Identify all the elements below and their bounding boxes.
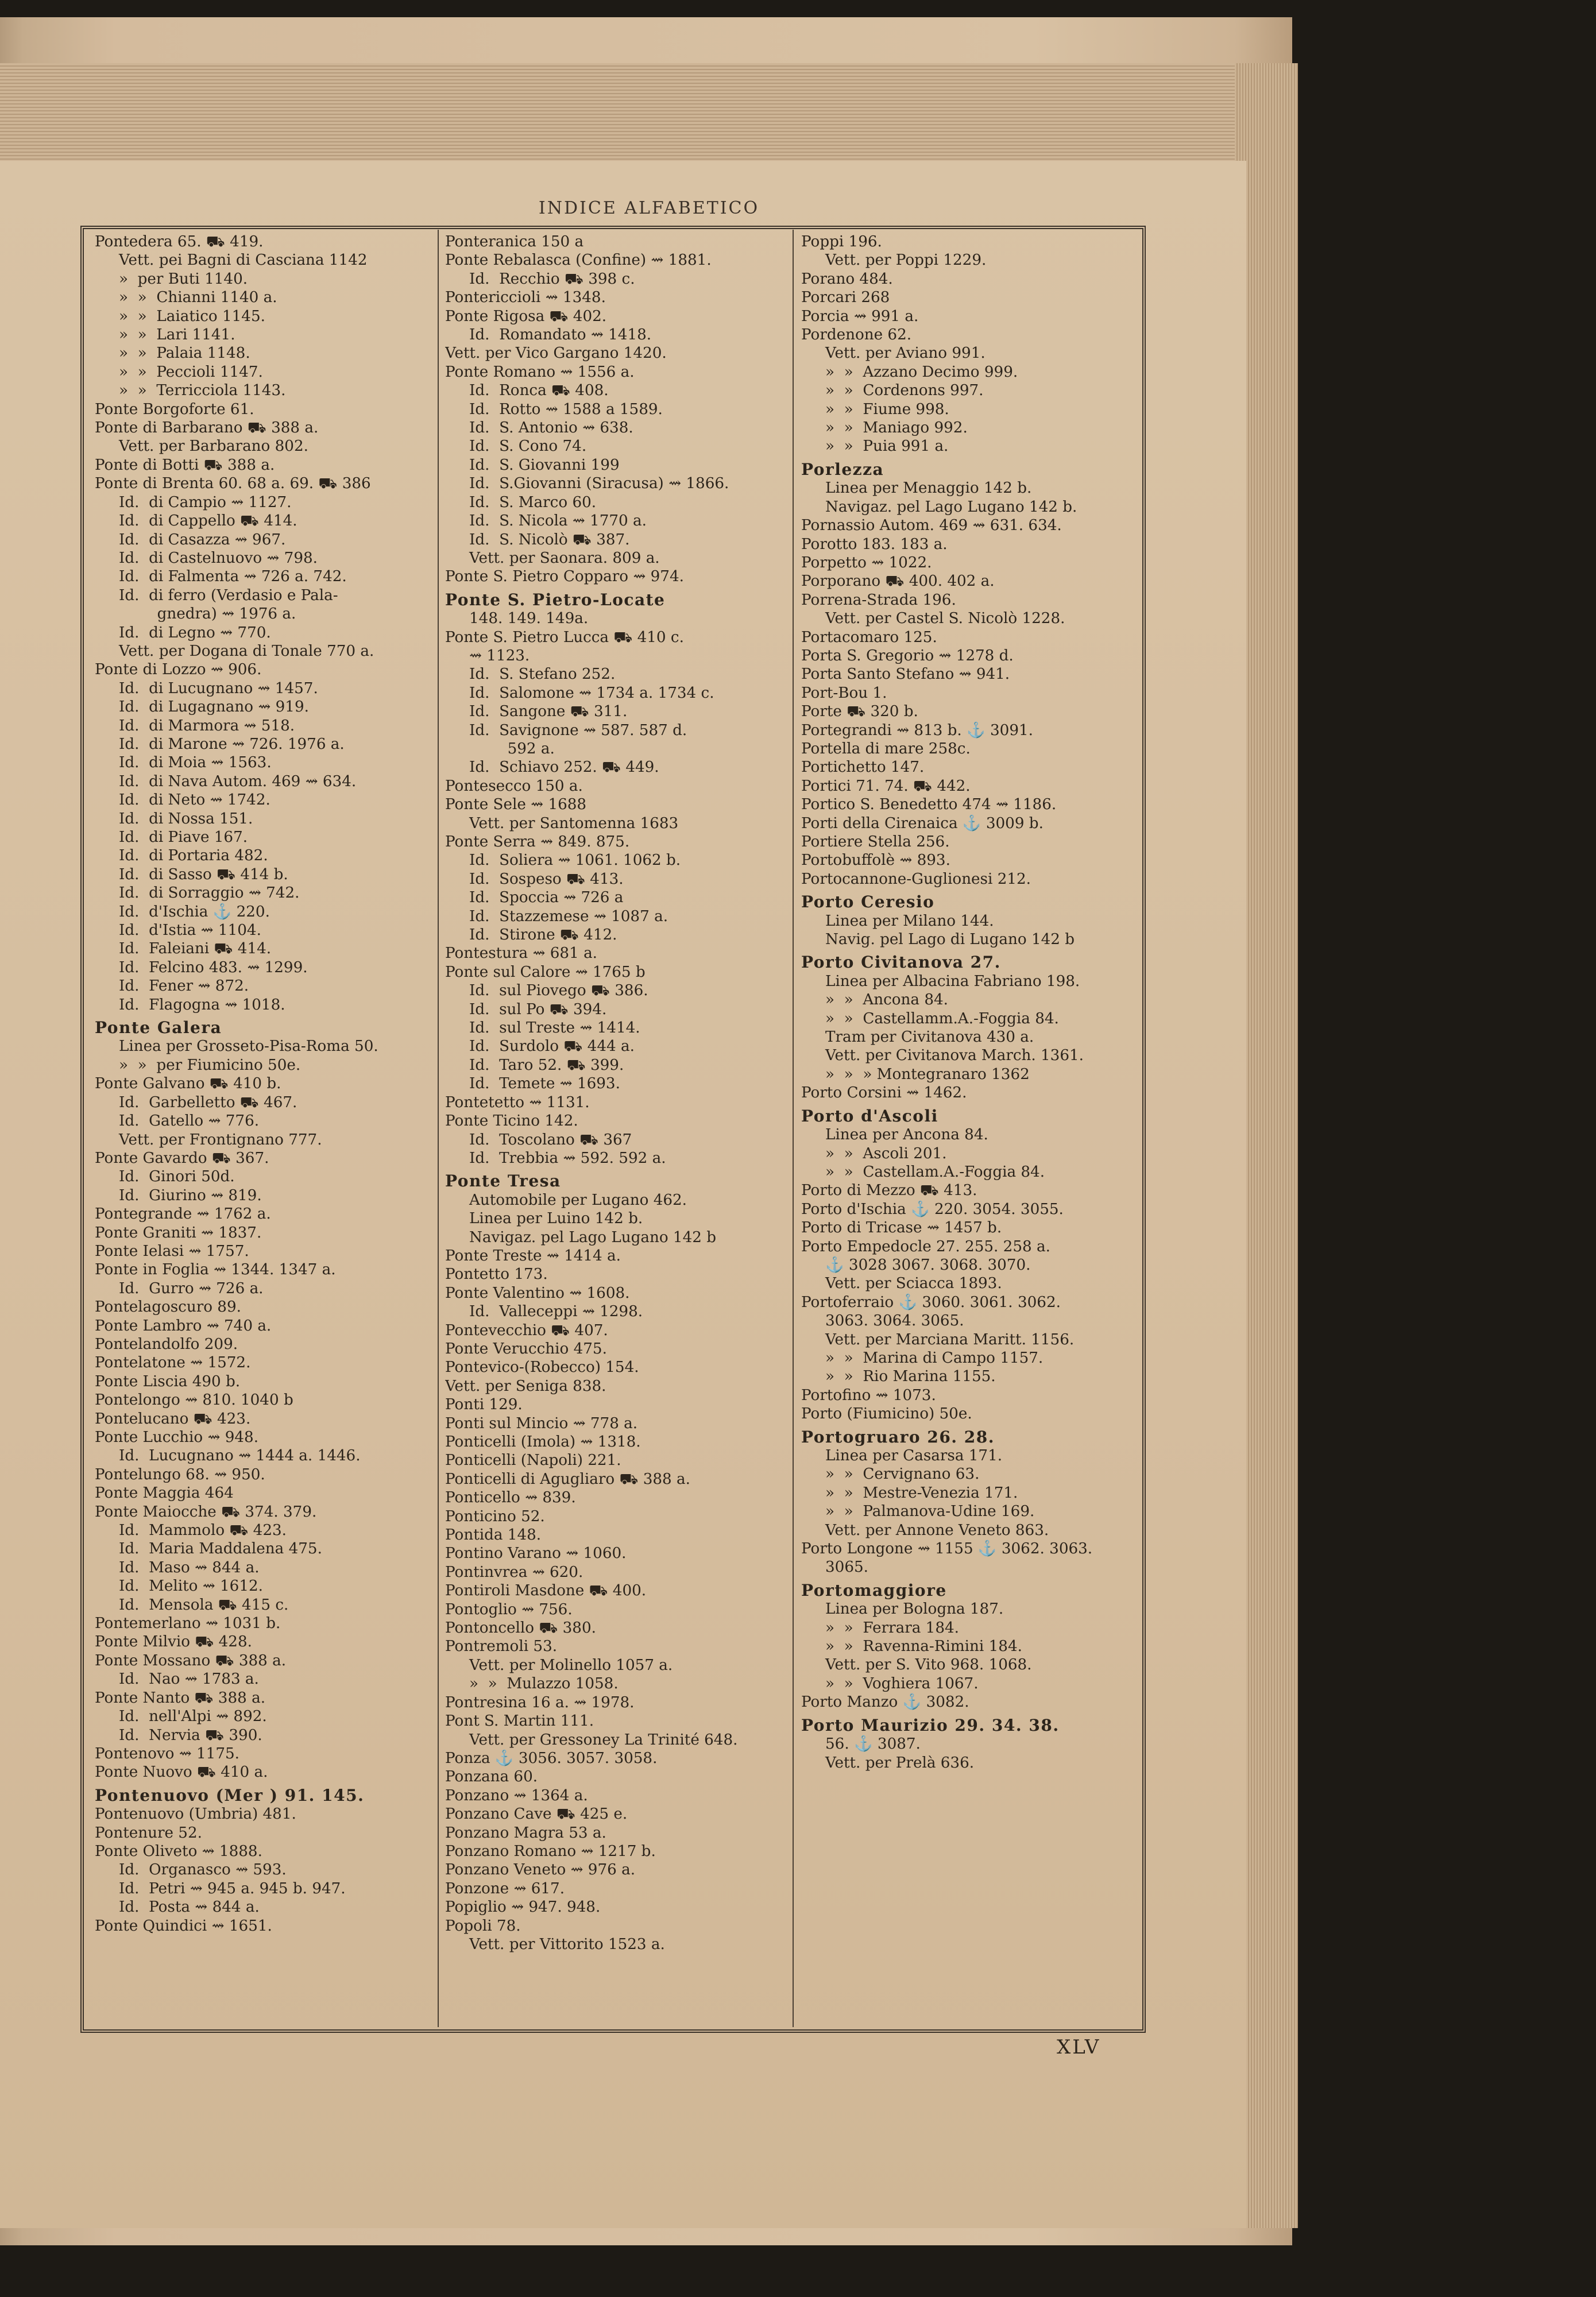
index-entry: Id. d'Istia ⇝ 1104. (119, 922, 261, 939)
index-entry: » » per Fiumicino 50e. (119, 1056, 301, 1074)
index-entry: Id. Stirone ⛟ 412. (469, 926, 617, 944)
index-entry: Porto Longone ⇝ 1155 ⚓ 3062. 3063. (801, 1540, 1093, 1558)
index-entry: Ponte Verucchio 475. (445, 1340, 607, 1358)
index-entry: Porano 484. (801, 270, 893, 288)
index-entry: Ponte Valentino ⇝ 1608. (445, 1284, 630, 1302)
index-entry: Id. sul Po ⛟ 394. (469, 1000, 607, 1018)
index-entry: Ponte S. Pietro Copparo ⇝ 974. (445, 568, 684, 586)
index-entry: Porcari 268 (801, 289, 890, 307)
index-entry: Ponte Oliveto ⇝ 1888. (95, 1842, 262, 1860)
index-entry: Id. S. Nicola ⇝ 1770 a. (469, 512, 647, 530)
index-heading: Ponte Tresa (445, 1172, 561, 1191)
index-entry: Ponte Galvano ⛟ 410 b. (95, 1075, 281, 1093)
index-entry: Id. di Marmora ⇝ 518. (119, 717, 295, 734)
index-entry: Id. Fener ⇝ 872. (119, 977, 249, 995)
index-entry: Portichetto 147. (801, 759, 925, 776)
index-entry: Linea per Ancona 84. (825, 1126, 988, 1144)
index-entry: Vett. per Vittorito 1523 a. (469, 1935, 665, 1953)
index-entry: Portico S. Benedetto 474 ⇝ 1186. (801, 796, 1057, 814)
index-entry: » » Chianni 1140 a. (119, 289, 277, 307)
index-entry: Id. S. Cono 74. (469, 438, 587, 455)
index-entry: Id. di Neto ⇝ 1742. (119, 791, 270, 809)
index-entry: Pornassio Autom. 469 ⇝ 631. 634. (801, 517, 1062, 535)
index-entry: Porta Santo Stefano ⇝ 941. (801, 666, 1010, 683)
index-entry: Ponticelli (Imola) ⇝ 1318. (445, 1433, 641, 1451)
index-entry: Id. di Legno ⇝ 770. (119, 624, 271, 641)
index-entry: Id. di ferro (Verdasio e Pala- (119, 586, 338, 604)
index-entry: Vett. per Prelà 636. (825, 1754, 975, 1772)
index-entry: Pontesecco 150 a. (445, 777, 583, 795)
index-entry: Vett. per Molinello 1057 a. (469, 1656, 673, 1674)
index-entry: Portici 71. 74. ⛟ 442. (801, 777, 971, 795)
index-entry: Id. di Sorraggio ⇝ 742. (119, 884, 300, 902)
index-entry: Ponzano Magra 53 a. (445, 1824, 606, 1842)
index-entry: Id. di Nossa 151. (119, 810, 253, 827)
index-entry: » » Ancona 84. (825, 991, 949, 1009)
index-entry: Pontestura ⇝ 681 a. (445, 945, 598, 962)
index-entry: Pontiroli Masdone ⛟ 400. (445, 1582, 647, 1600)
index-heading: Porto Ceresio (801, 893, 935, 912)
index-entry: Portacomaro 125. (801, 628, 937, 646)
index-entry: Porto Corsini ⇝ 1462. (801, 1084, 967, 1102)
index-entry: 3063. 3064. 3065. (825, 1312, 964, 1330)
index-entry: » » Terricciola 1143. (119, 382, 286, 400)
index-entry: Id. Spoccia ⇝ 726 a (469, 889, 624, 907)
index-entry: Ponticelli (Napoli) 221. (445, 1452, 621, 1470)
index-entry: Ponteranica 150 a (445, 233, 584, 250)
index-entry: Id. Garbelletto ⛟ 467. (119, 1093, 297, 1111)
index-entry: Porto di Mezzo ⛟ 413. (801, 1182, 977, 1200)
index-entry: Id. S. Giovanni 199 (469, 456, 620, 474)
index-entry: Id. Giurino ⇝ 819. (119, 1186, 262, 1204)
index-entry: Pontremoli 53. (445, 1638, 558, 1656)
index-entry: Id. Romandato ⇝ 1418. (469, 326, 652, 344)
index-entry: Automobile per Lugano 462. (469, 1191, 687, 1209)
index-heading: Porto Civitanova 27. (801, 953, 1001, 972)
index-entry: Id. Sospeso ⛟ 413. (469, 870, 624, 888)
index-entry: Linea per Milano 144. (825, 912, 994, 930)
index-entry: Vett. per Saonara. 809 a. (469, 549, 660, 567)
index-entry: Id. sul Treste ⇝ 1414. (469, 1019, 640, 1037)
index-entry: Linea per Luino 142 b. (469, 1210, 643, 1228)
index-entry: Portegrandi ⇝ 813 b. ⚓ 3091. (801, 721, 1033, 739)
index-entry: » » Marina di Campo 1157. (825, 1349, 1044, 1367)
index-entry: Id. Mammolo ⛟ 423. (119, 1522, 287, 1540)
index-entry: Id. Melito ⇝ 1612. (119, 1577, 263, 1595)
index-entry: Id. Maso ⇝ 844 a. (119, 1559, 260, 1576)
index-entry: Pontegrande ⇝ 1762 a. (95, 1205, 271, 1223)
page-header: INDICE ALFABETICO (538, 198, 760, 218)
index-entry: Id. di Lugagnano ⇝ 919. (119, 698, 309, 716)
index-entry: Ponte di Barbarano ⛟ 388 a. (95, 419, 319, 437)
index-entry: Id. Soliera ⇝ 1061. 1062 b. (469, 852, 681, 869)
index-entry: Ponte Maiocche ⛟ 374. 379. (95, 1503, 317, 1521)
index-entry: Id. di Casazza ⇝ 967. (119, 531, 286, 548)
index-entry: Pontetetto ⇝ 1131. (445, 1093, 590, 1111)
index-entry: Vett. per Sciacca 1893. (825, 1275, 1002, 1293)
index-heading: Ponte Galera (95, 1019, 222, 1038)
index-entry: Id. di Moia ⇝ 1563. (119, 754, 272, 772)
index-entry: Id. Sangone ⛟ 311. (469, 703, 628, 721)
index-entry: Pontelandolfo 209. (95, 1335, 238, 1353)
index-entry: Id. Schiavo 252. ⛟ 449. (469, 759, 659, 776)
index-entry: Id. Faleiani ⛟ 414. (119, 940, 272, 958)
index-entry: Ponte Lucchio ⇝ 948. (95, 1429, 259, 1446)
index-entry: Vett. per S. Vito 968. 1068. (825, 1656, 1032, 1674)
index-entry: Popoli 78. (445, 1917, 521, 1935)
index-entry: Id. di Campio ⇝ 1127. (119, 493, 292, 511)
index-entry: Id. Organasco ⇝ 593. (119, 1861, 287, 1879)
index-entry: Id. di Marone ⇝ 726. 1976 a. (119, 735, 345, 753)
index-entry: Vett. per Seniga 838. (445, 1377, 606, 1395)
index-entry: 148. 149. 149a. (469, 610, 589, 628)
index-entry: Pontemerlano ⇝ 1031 b. (95, 1615, 281, 1633)
index-entry: » » Peccioli 1147. (119, 363, 263, 381)
index-heading: Porlezza (801, 460, 884, 479)
index-entry: Ponzano Cave ⛟ 425 e. (445, 1805, 628, 1823)
index-entry: Vett. per Poppi 1229. (825, 252, 987, 269)
index-entry: Id. Posta ⇝ 844 a. (119, 1898, 260, 1916)
index-entry: » » Ferrara 184. (825, 1619, 959, 1637)
index-entry: Ponte di Brenta 60. 68 a. 69. ⛟ 386 (95, 475, 371, 493)
index-entry: Portella di mare 258c. (801, 740, 971, 757)
index-entry: Pontenovo ⇝ 1175. (95, 1745, 239, 1762)
index-entry: Id. di Sasso ⛟ 414 b. (119, 865, 288, 883)
index-entry: Pontevico-(Robecco) 154. (445, 1359, 639, 1376)
index-entry: Linea per Menaggio 142 b. (825, 479, 1032, 497)
index-heading: Ponte S. Pietro-Locate (445, 590, 666, 609)
index-entry: » » Palmanova-Udine 169. (825, 1503, 1035, 1521)
index-entry: 592 a. (469, 740, 555, 757)
index-entry: Pordenone 62. (801, 326, 912, 344)
page-number: XLV (1057, 2036, 1101, 2059)
index-entry: Vett. per Civitanova March. 1361. (825, 1047, 1084, 1065)
index-entry: Tram per Civitanova 430 a. (825, 1028, 1034, 1046)
index-entry: Ponte Nanto ⛟ 388 a. (95, 1689, 266, 1707)
index-entry: Vett. per Castel S. Nicolò 1228. (825, 610, 1065, 628)
index-entry: Ponte Mossano ⛟ 388 a. (95, 1652, 287, 1669)
index-entry: Id. Salomone ⇝ 1734 a. 1734 c. (469, 684, 714, 702)
index-entry: Ponte in Foglia ⇝ 1344. 1347 a. (95, 1261, 336, 1279)
index-entry: Ponzana 60. (445, 1768, 538, 1786)
index-entry: Linea per Casarsa 171. (825, 1447, 1003, 1464)
index-column-1 (95, 233, 434, 2024)
index-entry: Vett. per Annone Veneto 863. (825, 1521, 1049, 1539)
index-entry: Id. Ronca ⛟ 408. (469, 382, 609, 400)
index-entry: » » Azzano Decimo 999. (825, 363, 1018, 381)
index-entry: » » Ravenna-Rimini 184. (825, 1638, 1022, 1656)
index-column-3 (801, 233, 1134, 2024)
index-entry: Id. di Cappello ⛟ 414. (119, 512, 297, 530)
index-heading: Porto Maurizio 29. 34. 38. (801, 1716, 1060, 1735)
index-entry: Id. Toscolano ⛟ 367 (469, 1131, 632, 1148)
index-entry: Ponzone ⇝ 617. (445, 1880, 565, 1897)
page-stack-top-edge (0, 63, 1281, 161)
index-entry: Id. S. Marco 60. (469, 493, 597, 511)
index-entry: Porotto 183. 183 a. (801, 535, 948, 553)
index-entry: Porto di Tricase ⇝ 1457 b. (801, 1219, 1002, 1237)
index-entry: » » Maniago 992. (825, 419, 968, 437)
index-entry: Ponzano Veneto ⇝ 976 a. (445, 1861, 636, 1879)
index-entry: Pontida 148. (445, 1526, 542, 1544)
index-entry: Id. nell'Alpi ⇝ 892. (119, 1708, 267, 1726)
index-entry: Ponte di Lozzo ⇝ 906. (95, 661, 262, 679)
index-entry: Portobuffolè ⇝ 893. (801, 852, 950, 869)
index-entry: Ponticino 52. (445, 1507, 545, 1525)
index-entry: Vett. per Frontignano 777. (119, 1131, 322, 1148)
index-entry: Id. di Nava Autom. 469 ⇝ 634. (119, 772, 357, 790)
index-entry: Ponte Lambro ⇝ 740 a. (95, 1317, 272, 1335)
index-entry: Pontelatone ⇝ 1572. (95, 1354, 251, 1372)
index-entry: Ponte Nuovo ⛟ 410 a. (95, 1764, 268, 1781)
index-entry: Id. di Castelnuovo ⇝ 798. (119, 549, 318, 567)
index-entry: Ponticello ⇝ 839. (445, 1489, 576, 1507)
index-entry: Id. Maria Maddalena 475. (119, 1540, 322, 1558)
index-entry: Id. di Piave 167. (119, 829, 248, 846)
index-entry: Popiglio ⇝ 947. 948. (445, 1898, 601, 1916)
index-entry: Porte ⛟ 320 b. (801, 703, 918, 721)
index-entry: Id. Surdolo ⛟ 444 a. (469, 1038, 635, 1055)
index-heading: Portogruaro 26. 28. (801, 1428, 995, 1447)
index-entry: Id. di Lucugnano ⇝ 1457. (119, 679, 318, 697)
index-entry: Vett. per Gressoney La Trinité 648. (469, 1731, 738, 1749)
index-entry: Id. Felcino 483. ⇝ 1299. (119, 958, 308, 976)
index-entry: Pontetto 173. (445, 1266, 548, 1283)
index-entry: » » Mulazzo 1058. (469, 1675, 619, 1693)
index-entry: » » Laiatico 1145. (119, 307, 265, 325)
index-entry: Id. Gurro ⇝ 726 a. (119, 1279, 264, 1297)
index-entry: Navigaz. pel Lago Lugano 142 b (469, 1228, 716, 1246)
index-entry: Pontoglio ⇝ 756. (445, 1600, 573, 1618)
index-entry: Pontino Varano ⇝ 1060. (445, 1545, 627, 1563)
index-entry: Porporano ⛟ 400. 402 a. (801, 573, 995, 590)
index-entry: Ponte Sele ⇝ 1688 (445, 796, 587, 814)
index-entry: Poppi 196. (801, 233, 882, 250)
index-entry: Ponte Serra ⇝ 849. 875. (445, 833, 630, 850)
index-entry: Vett. per Santomenna 1683 (469, 814, 679, 832)
index-entry: ⚓ 3028 3067. 3068. 3070. (825, 1256, 1031, 1274)
index-entry: » » » Montegranaro 1362 (825, 1065, 1030, 1083)
index-entry: Ponte Rebalasca (Confine) ⇝ 1881. (445, 252, 712, 269)
index-entry: Id. Rotto ⇝ 1588 a 1589. (469, 400, 663, 418)
index-entry: Ponzano Romano ⇝ 1217 b. (445, 1842, 656, 1860)
index-entry: Porto Empedocle 27. 255. 258 a. (801, 1238, 1050, 1255)
index-entry: Ponte Rigosa ⛟ 402. (445, 307, 607, 325)
index-entry: » per Buti 1140. (119, 270, 248, 288)
index-entry: Vett. per Marciana Maritt. 1156. (825, 1331, 1075, 1348)
index-entry: Id. Lucugnano ⇝ 1444 a. 1446. (119, 1447, 361, 1465)
index-heading: Portomaggiore (801, 1581, 947, 1600)
index-entry: Pont S. Martin 111. (445, 1712, 594, 1730)
index-entry: Ponte Maggia 464 (95, 1484, 234, 1502)
index-heading: Porto d'Ascoli (801, 1107, 938, 1126)
index-entry: Portiere Stella 256. (801, 833, 950, 850)
index-entry: Pontericcioli ⇝ 1348. (445, 289, 606, 307)
index-entry: Id. Valleceppi ⇝ 1298. (469, 1303, 643, 1321)
index-entry: Portocannone-Guglionesi 212. (801, 870, 1031, 888)
index-entry: Vett. per Barbarano 802. (119, 438, 308, 455)
column-divider (438, 230, 439, 2027)
index-entry: Pontelungo 68. ⇝ 950. (95, 1465, 265, 1483)
index-entry: Id. Mensola ⛟ 415 c. (119, 1596, 289, 1614)
index-entry: » » Puia 991 a. (825, 438, 949, 455)
index-entry: Vett. per Vico Gargano 1420. (445, 345, 667, 362)
index-entry: » » Rio Marina 1155. (825, 1368, 996, 1386)
index-entry: Ponte Milvio ⛟ 428. (95, 1633, 252, 1651)
index-entry: 3065. (825, 1559, 868, 1576)
index-entry: ⇝ 1123. (469, 647, 530, 664)
index-entry: » » Lari 1141. (119, 326, 235, 344)
index-entry: Id. Savignone ⇝ 587. 587 d. (469, 721, 687, 739)
index-entry: Id. Nao ⇝ 1783 a. (119, 1670, 259, 1688)
column-divider (793, 230, 794, 2027)
index-entry: Id. Recchio ⛟ 398 c. (469, 270, 635, 288)
index-entry: Portofino ⇝ 1073. (801, 1386, 936, 1404)
index-entry: Ponte Romano ⇝ 1556 a. (445, 363, 635, 381)
index-entry: Navig. pel Lago di Lugano 142 b (825, 931, 1075, 949)
index-entry: Port-Bou 1. (801, 684, 887, 702)
index-entry: Pontevecchio ⛟ 407. (445, 1321, 608, 1339)
index-entry: Id. sul Piovego ⛟ 386. (469, 982, 648, 1000)
index-entry: Id. S. Nicolò ⛟ 387. (469, 531, 630, 548)
index-entry: gnedra) ⇝ 1976 a. (119, 605, 296, 623)
index-entry: » » Palaia 1148. (119, 345, 250, 362)
index-column-2 (445, 233, 784, 2024)
index-entry: Id. Taro 52. ⛟ 399. (469, 1056, 624, 1074)
index-entry: Ponti sul Mincio ⇝ 778 a. (445, 1414, 638, 1432)
index-entry: » » Voghiera 1067. (825, 1675, 979, 1692)
index-entry: » » Fiume 998. (825, 400, 949, 418)
index-entry: Pontelongo ⇝ 810. 1040 b (95, 1391, 293, 1409)
index-entry: Porta S. Gregorio ⇝ 1278 d. (801, 647, 1014, 664)
index-entry: Linea per Bologna 187. (825, 1600, 1004, 1618)
index-entry: Vett. per Dogana di Tonale 770 a. (119, 642, 374, 660)
index-entry: Id. S. Stefano 252. (469, 666, 616, 683)
index-entry: Pontresina 16 a. ⇝ 1978. (445, 1693, 635, 1711)
index-entry: » » Cervignano 63. (825, 1465, 980, 1483)
index-entry: Ponte S. Pietro Lucca ⛟ 410 c. (445, 628, 684, 646)
index-entry: Pontenuovo (Umbria) 481. (95, 1805, 296, 1823)
index-entry: » » Castellam.A.-Foggia 84. (825, 1163, 1045, 1181)
index-entry: Vett. per Aviano 991. (825, 345, 986, 362)
index-entry: Ponti 129. (445, 1396, 523, 1414)
index-entry: Ponte Graniti ⇝ 1837. (95, 1224, 262, 1242)
index-entry: Ponte Ielasi ⇝ 1757. (95, 1242, 249, 1260)
index-entry: Id. di Portaria 482. (119, 847, 268, 865)
index-entry: Id. Nervia ⛟ 390. (119, 1726, 262, 1744)
index-entry: Porcia ⇝ 991 a. (801, 307, 919, 325)
index-entry: Pontelucano ⛟ 423. (95, 1410, 251, 1428)
index-entry: Ponte Quindici ⇝ 1651. (95, 1917, 272, 1935)
index-entry: Ponte Borgoforte 61. (95, 400, 254, 418)
index-entry: Ponticelli di Agugliaro ⛟ 388 a. (445, 1470, 690, 1488)
index-entry: Ponte di Botti ⛟ 388 a. (95, 456, 275, 474)
index-entry: Pontelagoscuro 89. (95, 1298, 241, 1316)
index-entry: Id. Flagogna ⇝ 1018. (119, 996, 285, 1014)
index-entry: Id. d'Ischia ⚓ 220. (119, 903, 270, 921)
index-entry: Id. Petri ⇝ 945 a. 945 b. 947. (119, 1880, 346, 1897)
index-entry: » » Cordenons 997. (825, 382, 984, 400)
index-entry: Pontenure 52. (95, 1824, 202, 1842)
index-entry: Id. Stazzemese ⇝ 1087 a. (469, 907, 668, 925)
index-entry: 56. ⚓ 3087. (825, 1735, 921, 1753)
index-entry: Linea per Albacina Fabriano 198. (825, 972, 1080, 990)
index-entry: Vett. pei Bagni di Casciana 1142 (119, 252, 368, 269)
index-entry: Id. Ginori 50d. (119, 1168, 235, 1186)
index-heading: Pontenuovo (Mer ) 91. 145. (95, 1786, 365, 1805)
index-entry: Pontedera 65. ⛟ 419. (95, 233, 264, 250)
index-entry: Porto d'Ischia ⚓ 220. 3054. 3055. (801, 1200, 1064, 1218)
index-entry: Ponzano ⇝ 1364 a. (445, 1786, 588, 1804)
index-entry: Navigaz. pel Lago Lugano 142 b. (825, 498, 1077, 516)
index-entry: Pontoncello ⛟ 380. (445, 1619, 596, 1637)
index-entry: » » Mestre-Venezia 171. (825, 1484, 1018, 1502)
index-entry: » » Castellamm.A.-Foggia 84. (825, 1010, 1059, 1027)
index-entry: Ponte sul Calore ⇝ 1765 b (445, 963, 646, 981)
index-entry: Id. Gatello ⇝ 776. (119, 1112, 260, 1130)
index-entry: Portoferraio ⚓ 3060. 3061. 3062. (801, 1293, 1061, 1311)
index-entry: Id. Trebbia ⇝ 592. 592 a. (469, 1149, 666, 1167)
index-entry: Ponte Ticino 142. (445, 1112, 578, 1130)
index-entry: Porpetto ⇝ 1022. (801, 554, 932, 571)
index-entry: Id. S. Antonio ⇝ 638. (469, 419, 633, 437)
index-entry: » » Ascoli 201. (825, 1144, 947, 1162)
index-entry: Id. S.Giovanni (Siracusa) ⇝ 1866. (469, 475, 729, 493)
index-entry: Porto (Fiumicino) 50e. (801, 1405, 972, 1423)
index-entry: Porti della Cirenaica ⚓ 3009 b. (801, 814, 1044, 832)
index-entry: Pontinvrea ⇝ 620. (445, 1563, 583, 1581)
index-entry: Ponza ⚓ 3056. 3057. 3058. (445, 1749, 658, 1767)
index-entry: Id. di Falmenta ⇝ 726 a. 742. (119, 568, 347, 586)
index-entry: Ponte Gavardo ⛟ 367. (95, 1149, 269, 1167)
index-entry: Ponte Liscia 490 b. (95, 1372, 241, 1390)
index-entry: Id. Temete ⇝ 1693. (469, 1075, 620, 1093)
index-entry: Linea per Grosseto-Pisa-Roma 50. (119, 1038, 378, 1055)
index-entry: Porto Manzo ⚓ 3082. (801, 1693, 969, 1711)
index-entry: Ponte Treste ⇝ 1414 a. (445, 1247, 621, 1264)
index-entry: Porrena-Strada 196. (801, 591, 956, 609)
